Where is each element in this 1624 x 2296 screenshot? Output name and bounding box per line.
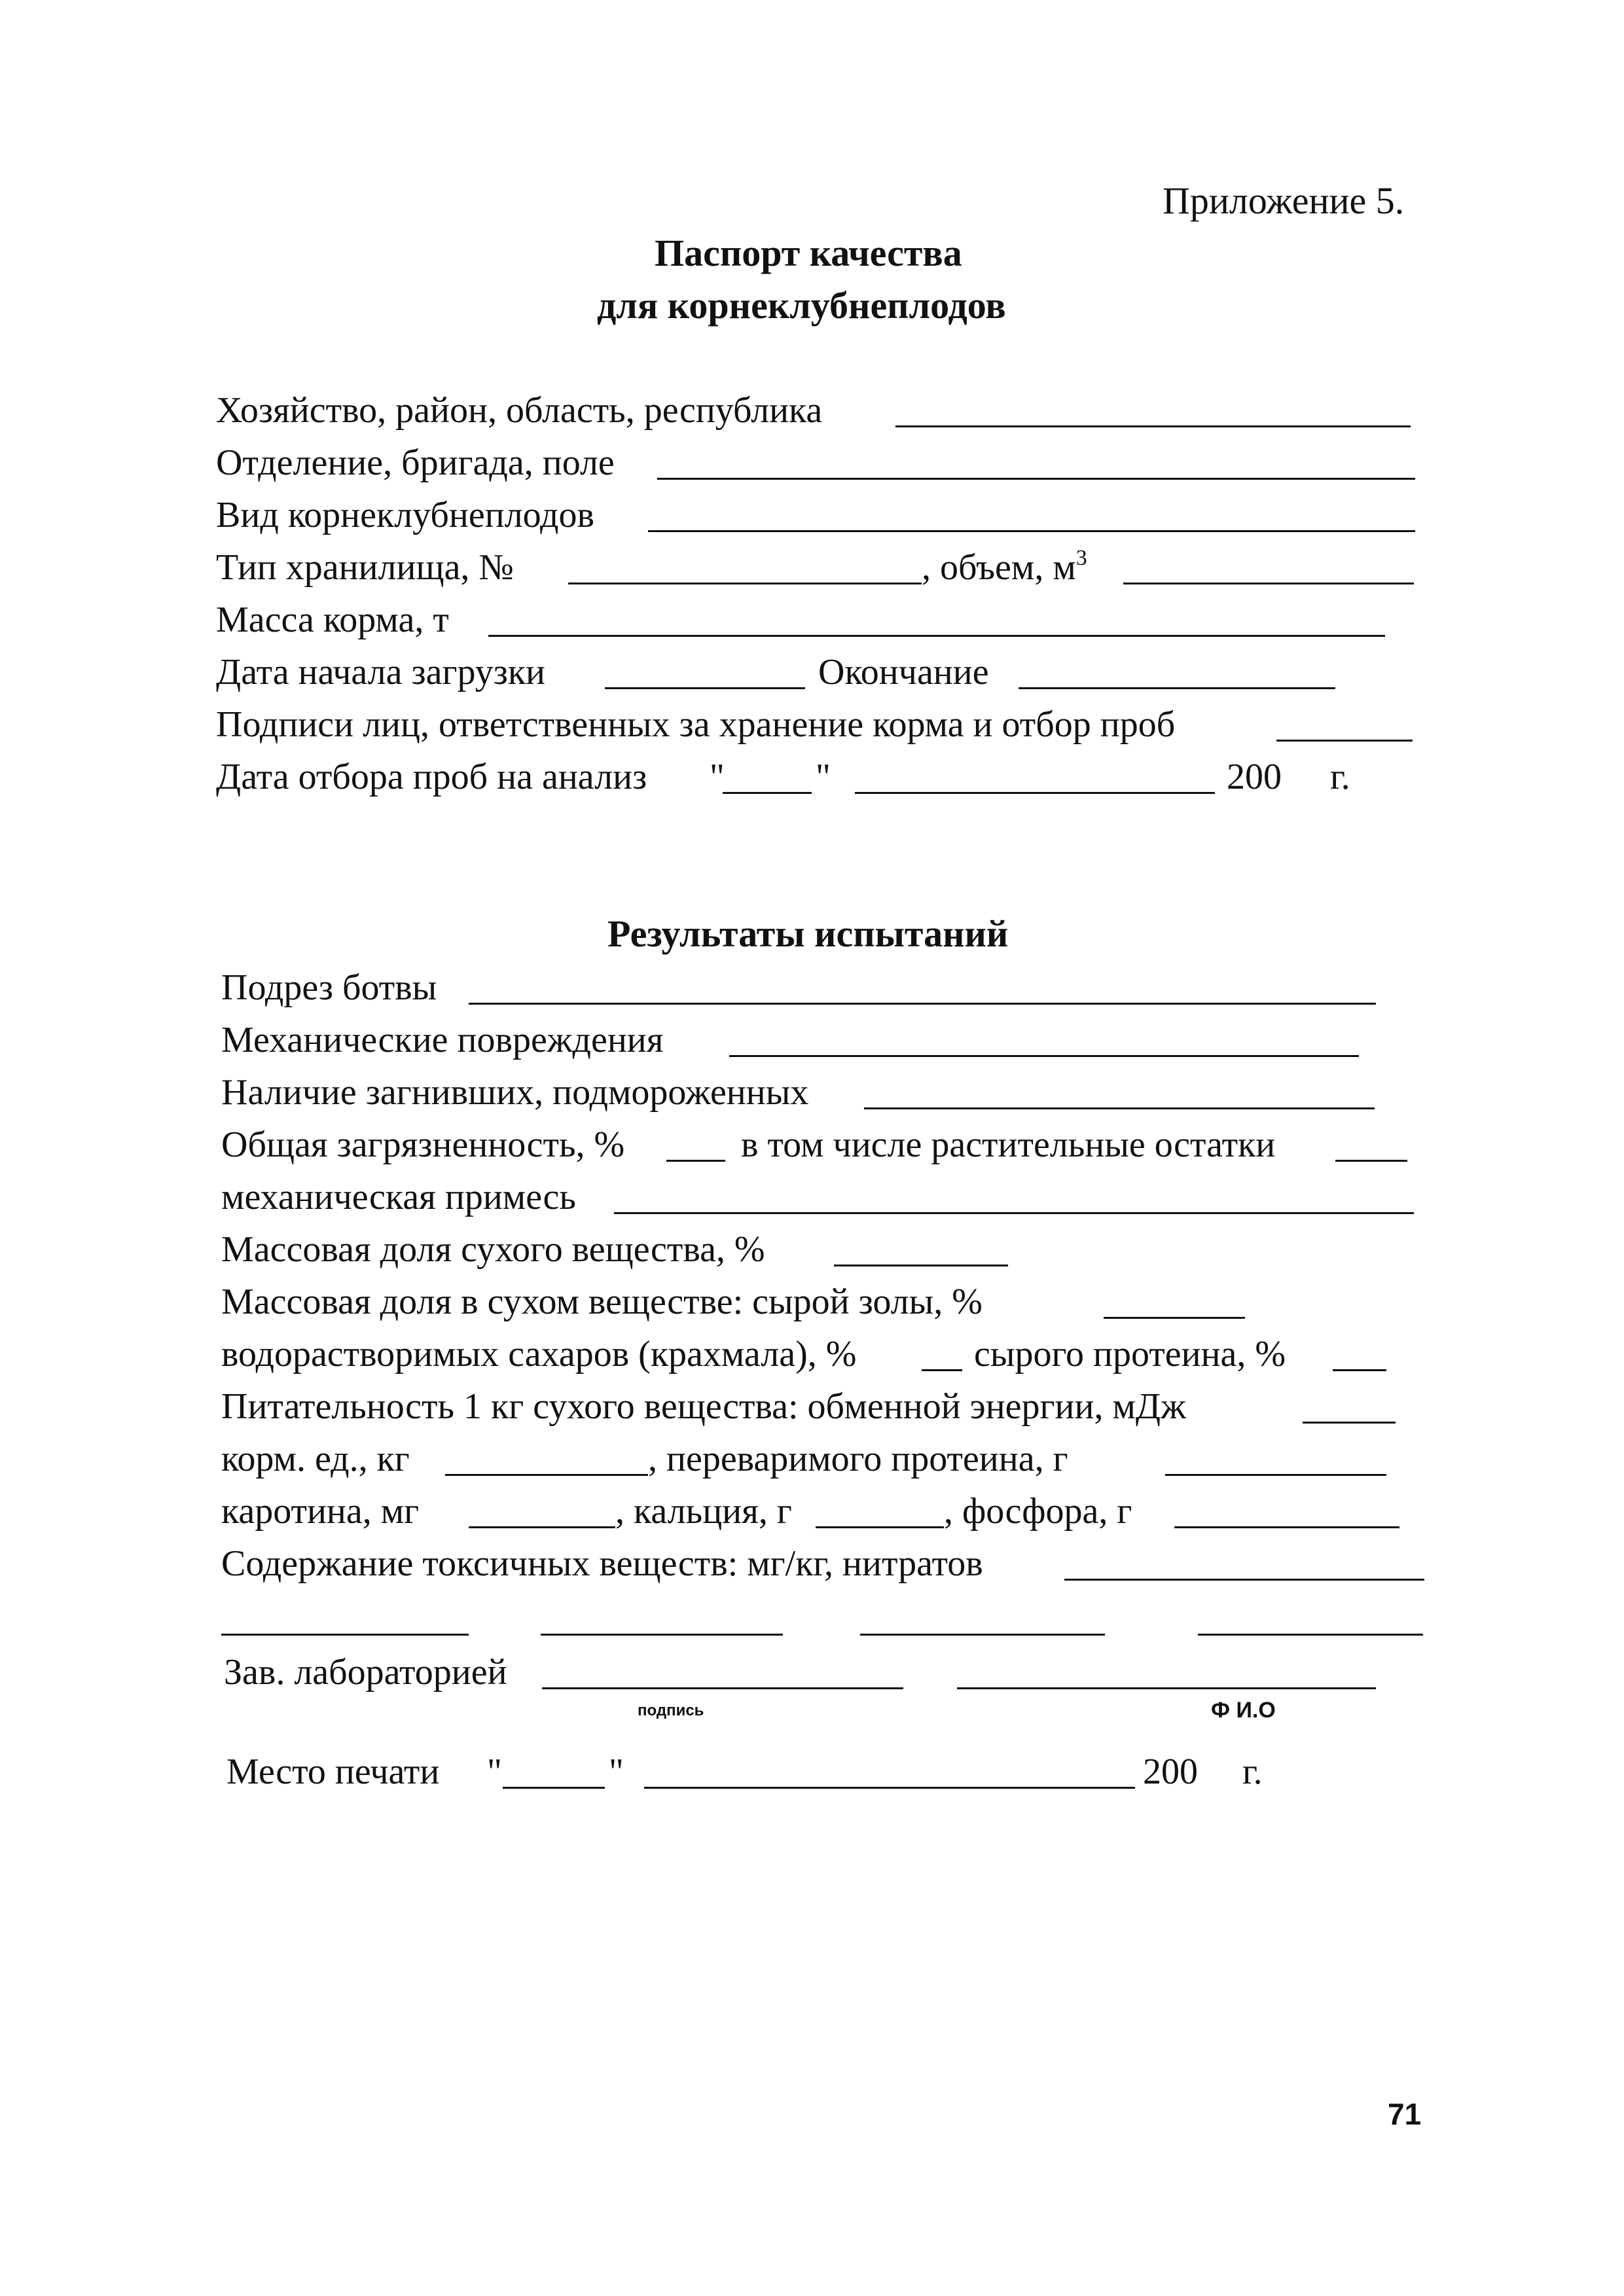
- footer-quote-open: ": [487, 1751, 502, 1792]
- signatures-label: Подписи лиц, ответственных за хранение корма и отбор проб: [216, 704, 1176, 745]
- storage-number-field[interactable]: [568, 583, 922, 584]
- farm-field[interactable]: [895, 425, 1411, 427]
- signature-caption: подпись: [638, 1702, 704, 1719]
- page-title: Паспорт качества: [655, 232, 962, 274]
- mech-admixture-label: механическая примесь: [221, 1177, 576, 1217]
- plant-residue-field[interactable]: [1335, 1160, 1407, 1162]
- dry-matter-field[interactable]: [834, 1265, 1008, 1266]
- carotene-label: каротина, мг: [221, 1491, 420, 1532]
- mech-admixture-field[interactable]: [614, 1212, 1414, 1214]
- mech-damage-label: Механические повреждения: [221, 1020, 664, 1060]
- sample-date-label: Дата отбора проб на анализ: [216, 757, 647, 797]
- root-type-label: Вид корнеклубнеплодов: [216, 495, 594, 535]
- sample-year-suffix: г.: [1330, 757, 1350, 797]
- tops-cut-field[interactable]: [469, 1003, 1376, 1005]
- blank-line-2[interactable]: [541, 1634, 783, 1636]
- name-caption: Ф И.О: [1211, 1698, 1276, 1723]
- contamination-label: Общая загрязненность, %: [221, 1124, 625, 1165]
- load-start-field[interactable]: [605, 687, 805, 689]
- ash-field[interactable]: [1104, 1317, 1245, 1319]
- phosphorus-label: , фосфора, г: [944, 1491, 1132, 1532]
- calcium-label: , кальция, г: [615, 1491, 792, 1532]
- sugars-label: водорастворимых сахаров (крахмала), %: [221, 1334, 857, 1374]
- ash-label: Массовая доля в сухом веществе: сырой золы, %: [221, 1282, 983, 1322]
- load-end-label: Окончание: [818, 652, 989, 692]
- footer-year: 200: [1143, 1751, 1198, 1792]
- sample-day-field[interactable]: [723, 792, 812, 794]
- quote-open: ": [710, 757, 725, 797]
- volume-label: , объем, $м^3$: [922, 546, 1087, 588]
- sugars-field[interactable]: [922, 1369, 962, 1371]
- nitrates-field[interactable]: [1064, 1579, 1424, 1581]
- nutrition-label: Питательность 1 кг сухого вещества: обменной энергии, мДж: [221, 1386, 1186, 1427]
- sample-month-field[interactable]: [855, 792, 1215, 794]
- tops-cut-label: Подрез ботвы: [221, 967, 437, 1008]
- appendix-label: Приложение 5.: [1163, 179, 1405, 222]
- storage-type-label: Тип хранилища, №: [216, 547, 514, 588]
- lab-head-name-field[interactable]: [957, 1687, 1376, 1689]
- department-label: Отделение, бригада, поле: [216, 442, 615, 483]
- contamination-field[interactable]: [666, 1160, 725, 1162]
- load-start-label: Дата начала загрузки: [216, 652, 546, 692]
- energy-field[interactable]: [1303, 1422, 1396, 1424]
- lab-head-label: Зав. лабораторией: [224, 1652, 507, 1693]
- blank-line-3[interactable]: [860, 1634, 1105, 1636]
- digestible-protein-field[interactable]: [1165, 1474, 1386, 1476]
- page-number: 71: [1388, 2097, 1422, 2131]
- footer-day-field[interactable]: [503, 1787, 605, 1789]
- feed-mass-field[interactable]: [488, 635, 1385, 637]
- protein-field[interactable]: [1333, 1369, 1386, 1371]
- footer-year-suffix: г.: [1242, 1751, 1263, 1792]
- page-subtitle: для корнеклубнеплодов: [597, 284, 1006, 327]
- calcium-field[interactable]: [816, 1526, 944, 1528]
- root-type-field[interactable]: [648, 530, 1415, 532]
- toxic-label: Содержание токсичных веществ: мг/кг, нитратов: [221, 1543, 983, 1584]
- phosphorus-field[interactable]: [1174, 1526, 1399, 1528]
- protein-label: сырого протеина, %: [974, 1334, 1286, 1374]
- feed-mass-label: Масса корма, т: [216, 600, 449, 640]
- footer-month-field[interactable]: [644, 1787, 1135, 1789]
- department-field[interactable]: [657, 478, 1415, 480]
- dry-matter-label: Массовая доля сухого вещества, %: [221, 1229, 765, 1270]
- load-end-field[interactable]: [1019, 687, 1335, 689]
- sample-year: 200: [1227, 757, 1282, 797]
- feed-units-label: корм. ед., кг: [221, 1439, 410, 1479]
- footer-quote-close: ": [609, 1751, 624, 1792]
- blank-line-4[interactable]: [1198, 1634, 1423, 1636]
- blank-line-1[interactable]: [221, 1634, 469, 1636]
- mech-damage-field[interactable]: [729, 1055, 1359, 1057]
- seal-label: Место печати: [226, 1751, 440, 1792]
- lab-head-signature-field[interactable]: [542, 1687, 903, 1689]
- carotene-field[interactable]: [469, 1526, 615, 1528]
- rotten-label: Наличие загнивших, подмороженных: [221, 1072, 809, 1113]
- digestible-protein-label: , переваримого протеина, г: [648, 1439, 1068, 1479]
- feed-units-field[interactable]: [445, 1474, 648, 1476]
- farm-label: Хозяйство, район, область, республика: [216, 390, 823, 431]
- signatures-field[interactable]: [1276, 740, 1413, 742]
- volume-field[interactable]: [1123, 583, 1414, 584]
- rotten-field[interactable]: [864, 1107, 1375, 1109]
- results-heading: Результаты испытаний: [607, 912, 1009, 955]
- quote-close: ": [816, 757, 831, 797]
- plant-residue-label: в том числе растительные остатки: [741, 1124, 1276, 1165]
